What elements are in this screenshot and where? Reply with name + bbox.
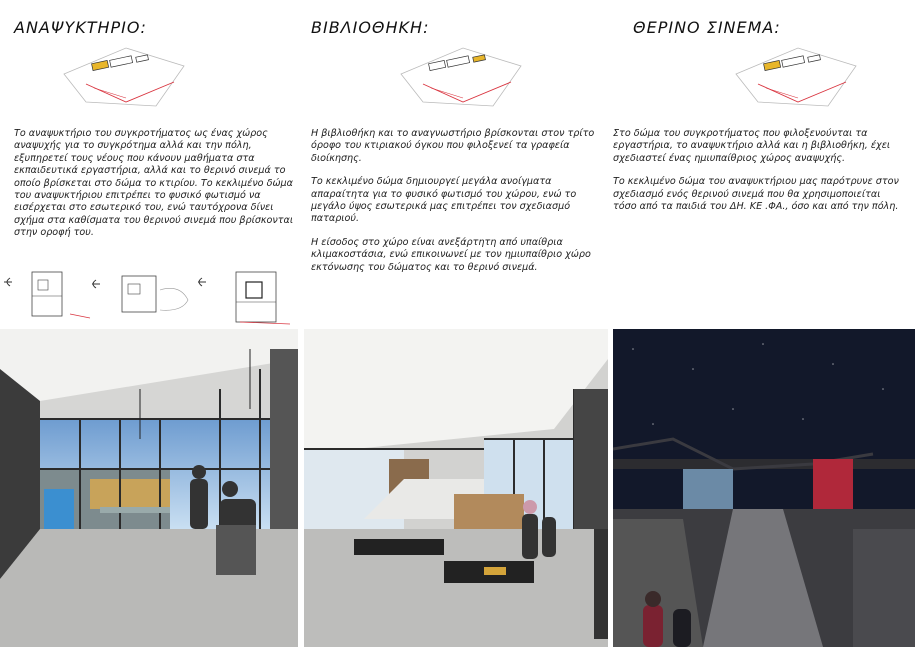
section-title-cafe: ΑΝΑΨΥΚΤΗΡΙΟ: [14, 18, 147, 37]
paragraph: Η είσοδος στο χώρο είναι ανεξάρτητη από υπαίθρια κλιμακοστάσια, ενώ επικοινωνεί με τον ημιυπαίθριο χώρο εκτόνωσης του δώματος και το θερινό σινεμά. [311, 236, 591, 273]
paragraph: Το κεκλιμένο δώμα δημιουργεί μεγάλα ανοίγματα απαραίτητα για το φυσικό φωτισμό του χώρου, ενώ το μεγάλο ύψος εσωτερικά μας επιτρέπει τον σχεδιασμό παταριού. [311, 176, 577, 225]
site-sketch-cafe [56, 44, 196, 110]
section-title-cinema: ΘΕΡΙΝΟ ΣΙΝΕΜΑ: [633, 18, 781, 37]
paragraph: Το κεκλιμένο δώμα του αναψυκτήριου μας παρότρυνε στον σχεδιασμό ενός θερινού σινεμά που θα χρησιμοποιείται τόσο από τα παιδιά του ΔΗ. ΚΕ .ΦΑ., όσο και από την πόλη. [613, 176, 899, 213]
section-text-library [311, 128, 596, 285]
paragraph: Στο δώμα του συγκροτήματος που φιλοξενούνται τα εργαστήρια, το αναψυκτήριο αλλά και η βιβλιοθήκη, έχει σχεδιαστεί ένας ημιυπαίθριος χώρος αναψυχής. [613, 128, 891, 164]
section-text-cafe [14, 128, 299, 251]
site-sketch-library [393, 44, 533, 110]
cafe-interior-render [0, 329, 298, 647]
library-interior-render [304, 329, 608, 647]
section-text-cinema [613, 128, 903, 224]
site-sketch-cinema [728, 44, 868, 110]
floor-plan-sketches [0, 262, 300, 326]
rooftop-cinema-night-render [613, 329, 915, 647]
paragraph: Το αναψυκτήριο του συγκροτήματος ως ένας χώρος αναψυχής για το συγκρότημα αλλά και την πόλη, εξυπηρετεί τους νέους που κάνουν μαθήματα στα εκπαιδευτικά εργαστήρια, αλλά και το θερινό σινεμά το οποίο βρίσκεται στο δώμα το κτιρίου. Το κεκλιμένο δώμα του αναψυκτήριου επιτρέπει το φυσικό φωτισμό να εισέρχεται στο εσωτερικό του, ενώ ταυτόχρονα δίνει σχήμα στα καθίσματα του θερινού σινεμά που βρίσκονται στην οροφή του. [14, 128, 294, 239]
paragraph: Η βιβλιοθήκη και το αναγνωστήριο βρίσκονται στον τρίτο όροφο του κτιριακού όγκου που φιλοξενεί τα γραφεία διοίκησης. [311, 128, 595, 164]
section-title-library: ΒΙΒΛΙΟΘΗΚΗ: [311, 18, 430, 37]
